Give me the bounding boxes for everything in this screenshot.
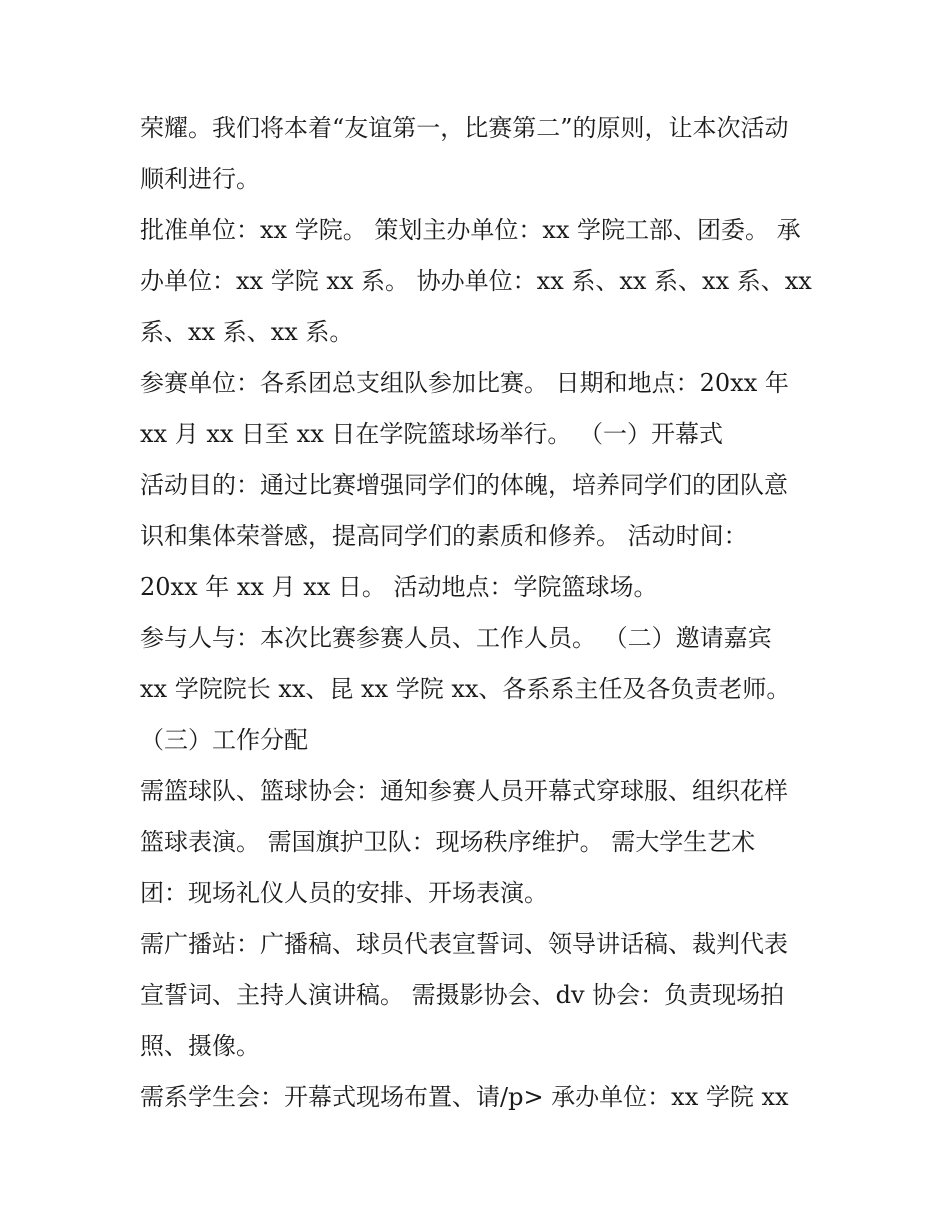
text-line: 宣誓词、主持人演讲稿。 需摄影协会、dv 协会：负责现场拍 [140, 981, 785, 1009]
text-line: 荣耀。我们将本着“友谊第一，比赛第二”的原则，让本次活动 [140, 114, 789, 142]
text-line: 参赛单位：各系团总支组队参加比赛。 日期和地点：20xx 年 [140, 369, 789, 397]
text-line: 团：现场礼仪人员的安排、开场表演。 [140, 879, 548, 907]
text-line: 需篮球队、篮球协会：通知参赛人员开幕式穿球服、组织花样 [140, 777, 788, 805]
text-line: 需系学生会：开幕式现场布置、请/p> 承办单位：xx 学院 xx [140, 1083, 789, 1111]
text-line: xx 月 xx 日至 xx 日在学院篮球场举行。 （一）开幕式 [140, 420, 723, 448]
text-line: 参与人与：本次比赛参赛人员、工作人员。 （二）邀请嘉宾 [140, 624, 772, 652]
text-line: 识和集体荣誉感，提高同学们的素质和修养。 活动时间： [140, 522, 748, 550]
text-line: 需广播站：广播稿、球员代表宣誓词、领导讲话稿、裁判代表 [140, 930, 788, 958]
text-line: 20xx 年 xx 月 xx 日。 活动地点：学院篮球场。 [140, 573, 658, 601]
text-line: 办单位：xx 学院 xx 系。 协办单位：xx 系、xx 系、xx 系、xx [140, 267, 812, 295]
document-body [140, 103, 830, 1123]
text-line: 照、摄像。 [140, 1032, 260, 1060]
text-line: 顺利进行。 [140, 165, 260, 193]
text-line: 篮球表演。 需国旗护卫队：现场秩序维护。 需大学生艺术 [140, 828, 756, 856]
text-line: 活动目的：通过比赛增强同学们的体魄，培养同学们的团队意 [140, 471, 788, 499]
text-line: xx 学院院长 xx、昆 xx 学院 xx、各系系主任及各负责老师。 [140, 675, 791, 703]
text-line: 系、xx 系、xx 系。 [140, 318, 354, 346]
text-line: （三）工作分配 [140, 726, 308, 754]
text-line: 批准单位：xx 学院。 策划主办单位：xx 学院工部、团委。 承 [140, 216, 801, 244]
